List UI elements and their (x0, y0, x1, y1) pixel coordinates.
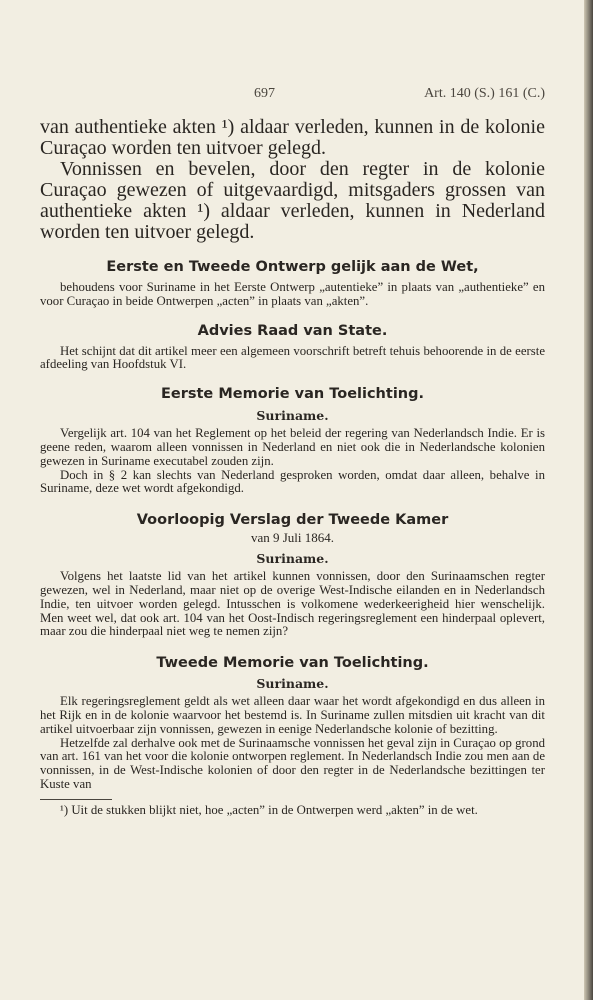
section-paragraph: Volgens het laatste lid van het artikel kunnen vonnissen, door den Surinaamschen regter gewezen, wel in Nederland, maar niet op de overige West-Indische eilanden en in Nederlandsch Indie, ten uitvoer worden gelegd. Intusschen is volkomene wederkeerigheid hier wenschelijk. Men weet wel, dat ook art. 104 van het Oost-Indisch regeringsreglement een hinderpaal oplevert, maar zou die hinderpaal niet weg te nemen zijn? (40, 569, 545, 639)
section-date: van 9 Juli 1864. (250, 530, 335, 546)
section-heading: Eerste Memorie van Toelichting. (160, 386, 424, 403)
footnote-divider (40, 799, 112, 800)
book-spine-edge (584, 0, 593, 1000)
section-paragraph: behoudens voor Suriname in het Eerste Ontwerp „autentieke” in plaats van „authentieke” en voor Curaçao in beide Ontwerpen „acten” in plaats van „akten”. (40, 280, 545, 308)
section-paragraph: Het schijnt dat dit artikel meer een algemeen voorschrift betreft tehuis behoorende in de eerste afdeeling van Hoofdstuk VI. (40, 343, 545, 372)
section-subheading: Suriname. (256, 551, 329, 567)
page-number: 697 (254, 86, 275, 101)
footnote (40, 804, 545, 818)
article-reference: Art. 140 (S.) 161 (C.) (424, 86, 545, 101)
law-paragraph-1: van authentieke akten ¹) aldaar verleden, kunnen in de kolonie Curaçao worden ten uitvoer gelegd. (40, 116, 545, 159)
running-head (40, 86, 545, 108)
section-paragraph: Hetzelfde zal derhalve ook met de Surinaamsche vonnissen het geval zijn in Curaçao op grond van art. 161 van het voor die kolonie ontworpen reglement. In Nederlandsch Indie zou men aan de vonnissen, in de West-Indische kolonien of door den regter in de Nederlandsche bezittingen ter Kuste van (40, 735, 545, 791)
section-heading: Voorloopig Verslag der Tweede Kamer (136, 512, 449, 529)
section-heading: Eerste en Tweede Ontwerp gelijk aan de Wet, (106, 259, 479, 275)
section-heading: Advies Raad van State. (197, 322, 388, 339)
section-paragraph: Vergelijk art. 104 van het Reglement op het beleid der regering van Nederlandsch Indie. Er is geene reden, waarom alleen vonnissen in Nederland en niet ook die in Nederlandsche kolonien gewezen in Suriname executabel zouden zijn. (40, 426, 545, 468)
section-paragraph: Doch in § 2 kan slechts van Nederland gesproken worden, omdat daar alleen, behalve in Suriname, deze wet wordt afgekondigd. (40, 467, 545, 496)
page-content (40, 86, 545, 818)
section-heading: Tweede Memorie van Toelichting. (156, 655, 429, 672)
section-subheading: Suriname. (256, 408, 329, 424)
footnote-marker: ¹) (60, 802, 69, 817)
footnote-text: Uit de stukken blijkt niet, hoe „acten” in de Ontwerpen werd „akten” in de wet. (71, 802, 478, 817)
section-subheading: Suriname. (256, 676, 329, 692)
law-paragraph-2: Vonnissen en bevelen, door den regter in de kolonie Curaçao gewezen of uitgevaardigd, mitsgaders grossen van authentieke akten ¹) aldaar verleden, kunnen in Nederland worden ten uitvoer gelegd. (40, 158, 545, 243)
section-paragraph: Elk regeringsreglement geldt als wet alleen daar waar het wordt afgekondigd en dus alleen in het Rijk en in de kolonie waarvoor het bestemd is. In Suriname zullen mitsdien uit kracht van dit artikel uitvoerbaar zijn vonnissen, gewezen in eenige Nederlandsche kolonie of bezitting. (40, 694, 545, 736)
